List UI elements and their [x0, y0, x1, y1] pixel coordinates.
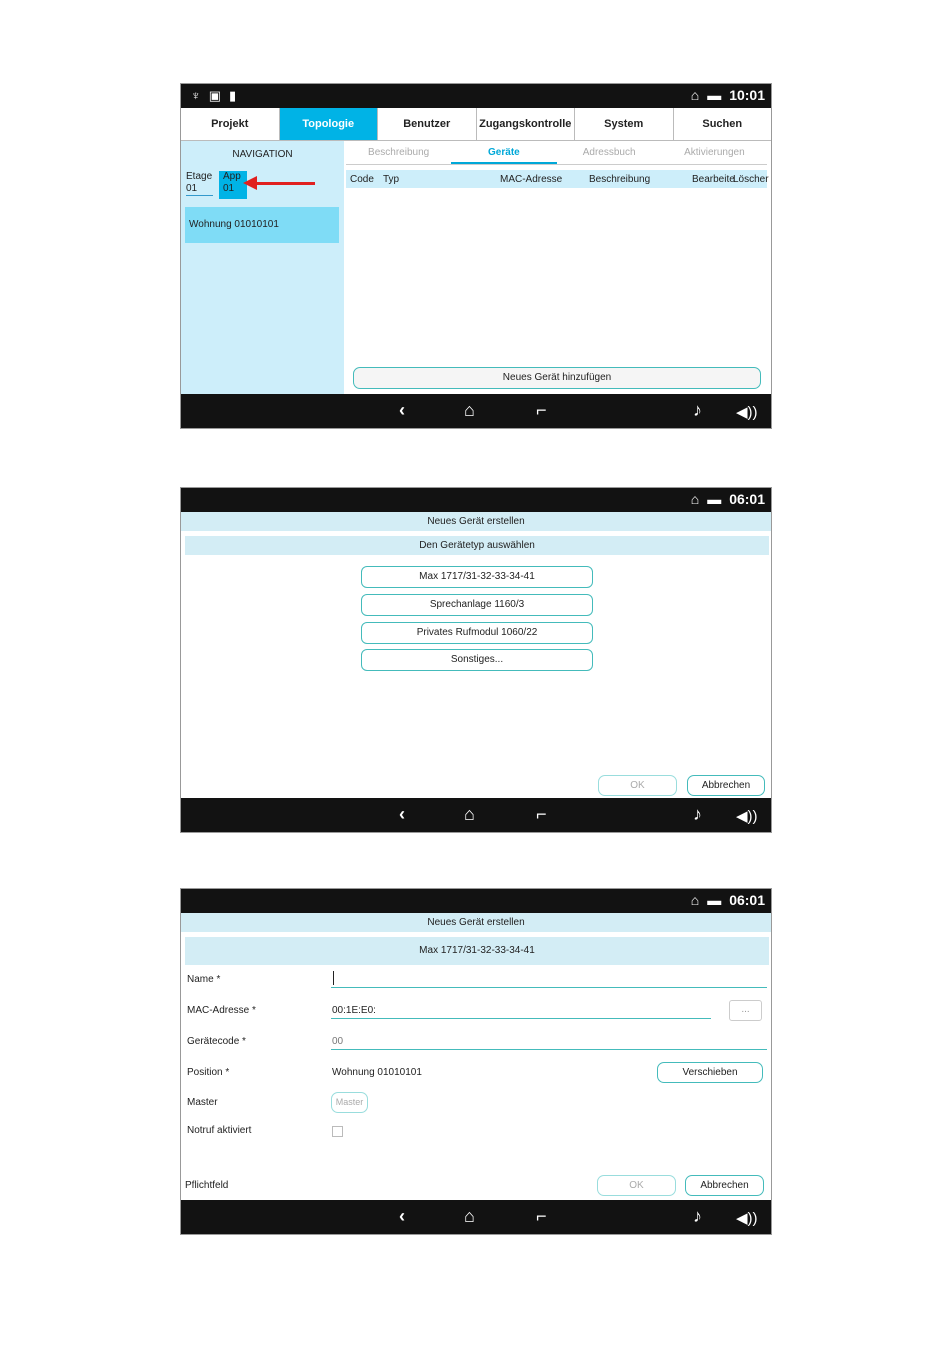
subtab-adressbuch[interactable]: Adressbuch	[582, 147, 636, 158]
home-status-icon: ⌂	[690, 87, 700, 103]
back-icon[interactable]: ‹	[399, 804, 405, 824]
status-bar	[181, 889, 771, 913]
position-value: Wohnung 01010101	[332, 1067, 422, 1078]
master-toggle-button[interactable]: Master	[331, 1092, 368, 1113]
code-input[interactable]	[331, 1049, 767, 1050]
status-bar	[181, 488, 771, 512]
tab-benutzer[interactable]: Benutzer	[378, 108, 477, 140]
screen-topologie	[180, 83, 772, 429]
bell-icon[interactable]: ♪	[693, 400, 702, 420]
col-loeschen: Löscher	[733, 174, 769, 185]
mac-value[interactable]: 00:1E:E0:	[332, 1005, 376, 1016]
text-cursor	[333, 971, 334, 985]
col-typ: Typ	[383, 174, 400, 185]
type-rufmodul-button[interactable]: Privates Rufmodul 1060/22	[361, 622, 593, 644]
status-icons-right	[691, 87, 765, 103]
back-icon[interactable]: ‹	[399, 1206, 405, 1226]
main-tabs	[181, 108, 771, 141]
clock: 10:01	[729, 87, 765, 103]
mac-input[interactable]	[331, 1018, 711, 1019]
status-icons-left: ♆▣▮	[191, 88, 245, 103]
volume-icon[interactable]: ◀))	[736, 808, 758, 825]
type-max-button[interactable]: Max 1717/31-32-33-34-41	[361, 566, 593, 588]
bell-icon[interactable]: ♪	[693, 804, 702, 824]
subtab-beschreibung[interactable]: Beschreibung	[368, 147, 430, 158]
dialog-subtitle: Den Gerätetyp auswählen	[185, 536, 769, 555]
status-bar	[181, 84, 771, 108]
ok-button[interactable]: OK	[597, 1175, 676, 1196]
col-beschreibung: Beschreibung	[589, 174, 651, 185]
subtab-aktivierungen[interactable]: Aktivierungen	[684, 147, 745, 158]
volume-icon[interactable]: ◀))	[736, 1210, 758, 1227]
notruf-label: Notruf aktiviert	[187, 1125, 252, 1136]
tab-projekt[interactable]: Projekt	[181, 108, 280, 140]
dialog-title: Neues Gerät erstellen	[181, 913, 771, 932]
home-icon[interactable]: ⌂	[464, 804, 475, 824]
navigation-panel	[181, 141, 344, 394]
master-label: Master	[187, 1097, 218, 1108]
move-button[interactable]: Verschieben	[657, 1062, 763, 1083]
app-selector[interactable]: App 01	[219, 171, 247, 199]
android-nav-bar	[181, 394, 771, 428]
android-nav-bar	[181, 1200, 771, 1234]
home-icon[interactable]: ⌂	[464, 1206, 475, 1226]
nav-item-wohnung[interactable]: Wohnung 01010101	[185, 207, 339, 243]
subtab-geraete[interactable]: Geräte	[451, 147, 556, 164]
tab-zugangskontrolle[interactable]: Zugangskontrolle	[477, 108, 576, 140]
network-icon: ▬	[707, 892, 722, 908]
name-input[interactable]	[331, 987, 767, 988]
recent-apps-icon[interactable]: ⌐	[536, 1206, 547, 1226]
recent-apps-icon[interactable]: ⌐	[536, 400, 547, 420]
clock: 06:01	[729, 491, 765, 507]
ok-button[interactable]: OK	[598, 775, 677, 796]
navigation-title: NAVIGATION	[232, 149, 293, 160]
col-mac: MAC-Adresse	[500, 174, 563, 185]
bell-icon[interactable]: ♪	[693, 1206, 702, 1226]
device-table-header	[346, 170, 767, 188]
status-icons-right	[691, 491, 765, 507]
clock: 06:01	[729, 892, 765, 908]
home-status-icon: ⌂	[690, 892, 700, 908]
notruf-checkbox[interactable]	[332, 1126, 343, 1137]
home-icon[interactable]: ⌂	[464, 400, 475, 420]
name-label: Name *	[187, 974, 221, 985]
screen-device-type	[180, 487, 772, 833]
etage-selector[interactable]: Etage 01	[186, 171, 213, 194]
code-value[interactable]: 00	[332, 1036, 344, 1047]
tab-topologie[interactable]: Topologie	[280, 108, 379, 140]
required-note: Pflichtfeld	[185, 1180, 229, 1191]
add-device-button[interactable]: Neues Gerät hinzufügen	[353, 367, 761, 389]
type-sonstiges-button[interactable]: Sonstiges...	[361, 649, 593, 671]
volume-icon[interactable]: ◀))	[736, 404, 758, 421]
android-nav-bar	[181, 798, 771, 832]
tab-system[interactable]: System	[575, 108, 674, 140]
mac-label: MAC-Adresse *	[187, 1005, 256, 1016]
position-label: Position *	[187, 1067, 230, 1078]
cancel-button[interactable]: Abbrechen	[687, 775, 765, 796]
code-label: Gerätecode *	[187, 1036, 246, 1047]
cancel-button[interactable]: Abbrechen	[685, 1175, 764, 1196]
recent-apps-icon[interactable]: ⌐	[536, 804, 547, 824]
dialog-title: Neues Gerät erstellen	[181, 512, 771, 531]
status-icons-right	[691, 892, 765, 908]
network-icon: ▬	[707, 491, 722, 507]
sub-tabs	[346, 147, 767, 165]
dialog-subtitle: Max 1717/31-32-33-34-41	[185, 937, 769, 965]
type-sprechanlage-button[interactable]: Sprechanlage 1160/3	[361, 594, 593, 616]
screen-device-form	[180, 888, 772, 1235]
network-icon: ▬	[707, 87, 722, 103]
col-bearbeiten: Bearbeite	[692, 174, 735, 185]
col-code: Code	[350, 174, 374, 185]
mac-more-button[interactable]: ...	[729, 1000, 762, 1021]
red-arrow-annotation	[255, 182, 315, 185]
back-icon[interactable]: ‹	[399, 400, 405, 420]
home-status-icon: ⌂	[690, 491, 700, 507]
tab-suchen[interactable]: Suchen	[674, 108, 772, 140]
